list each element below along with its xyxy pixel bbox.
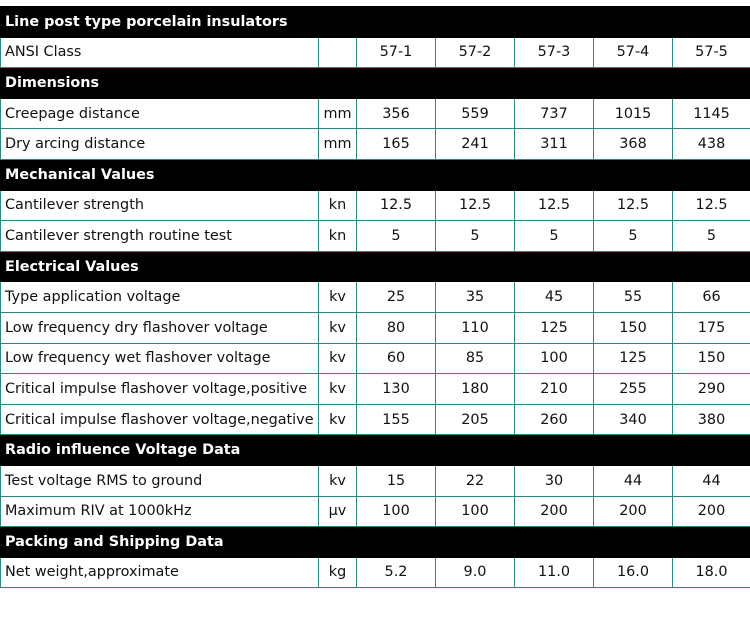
value-cell: 100 [436,496,515,527]
row-label: Net weight,approximate [1,557,319,588]
value-cell: 150 [673,343,750,374]
value-cell: 368 [594,129,673,160]
table-row [1,496,750,527]
class-cell: 57-4 [594,37,673,68]
value-cell: 130 [357,374,436,405]
value-cell: 66 [673,282,750,313]
value-cell: 44 [673,465,750,496]
section-header-row [1,435,750,466]
row-unit: kv [319,404,357,435]
value-cell: 12.5 [436,190,515,221]
section-header-row [1,527,750,558]
value-cell: 18.0 [673,557,750,588]
row-unit: kv [319,465,357,496]
value-cell: 25 [357,282,436,313]
value-cell: 100 [515,343,594,374]
ansi-class-row [1,37,750,68]
row-unit: kv [319,312,357,343]
value-cell: 80 [357,312,436,343]
class-cell: 57-2 [436,37,515,68]
row-label: ANSI Class [1,37,319,68]
value-cell: 205 [436,404,515,435]
table-title-row [1,7,750,38]
section-title: Dimensions [1,68,750,99]
section-title: Mechanical Values [1,159,750,190]
section-header-row [1,159,750,190]
class-cell: 57-1 [357,37,436,68]
value-cell: 438 [673,129,750,160]
value-cell: 255 [594,374,673,405]
value-cell: 1145 [673,98,750,129]
value-cell: 340 [594,404,673,435]
spec-table-body [1,7,750,588]
value-cell: 12.5 [594,190,673,221]
value-cell: 5 [357,221,436,252]
value-cell: 22 [436,465,515,496]
value-cell: 16.0 [594,557,673,588]
value-cell: 5 [436,221,515,252]
row-unit: μv [319,496,357,527]
row-label: Low frequency dry flashover voltage [1,312,319,343]
table-row [1,221,750,252]
row-unit: kn [319,190,357,221]
value-cell: 12.5 [357,190,436,221]
table-row [1,98,750,129]
value-cell: 11.0 [515,557,594,588]
table-title: Line post type porcelain insulators [1,7,750,38]
value-cell: 200 [515,496,594,527]
table-row [1,190,750,221]
value-cell: 9.0 [436,557,515,588]
row-unit: kv [319,282,357,313]
value-cell: 311 [515,129,594,160]
value-cell: 356 [357,98,436,129]
value-cell: 55 [594,282,673,313]
row-label: Test voltage RMS to ground [1,465,319,496]
value-cell: 100 [357,496,436,527]
row-label: Maximum RIV at 1000kHz [1,496,319,527]
table-row [1,343,750,374]
value-cell: 5.2 [357,557,436,588]
row-label: Cantilever strength routine test [1,221,319,252]
value-cell: 200 [673,496,750,527]
insulator-spec-table [0,6,750,588]
value-cell: 559 [436,98,515,129]
row-label: Critical impulse flashover voltage,negative [1,404,319,435]
value-cell: 290 [673,374,750,405]
row-unit [319,37,357,68]
value-cell: 200 [594,496,673,527]
section-header-row [1,251,750,282]
table-row [1,312,750,343]
value-cell: 241 [436,129,515,160]
value-cell: 5 [594,221,673,252]
section-header-row [1,68,750,99]
value-cell: 60 [357,343,436,374]
table-row [1,404,750,435]
row-label: Dry arcing distance [1,129,319,160]
row-label: Creepage distance [1,98,319,129]
value-cell: 30 [515,465,594,496]
value-cell: 150 [594,312,673,343]
section-title: Radio influence Voltage Data [1,435,750,466]
table-row [1,557,750,588]
row-unit: kv [319,343,357,374]
value-cell: 110 [436,312,515,343]
row-label: Type application voltage [1,282,319,313]
table-row [1,282,750,313]
value-cell: 210 [515,374,594,405]
value-cell: 5 [673,221,750,252]
class-cell: 57-3 [515,37,594,68]
value-cell: 44 [594,465,673,496]
section-title: Electrical Values [1,251,750,282]
section-title: Packing and Shipping Data [1,527,750,558]
row-label: Cantilever strength [1,190,319,221]
value-cell: 85 [436,343,515,374]
row-unit: kn [319,221,357,252]
value-cell: 125 [594,343,673,374]
table-row [1,465,750,496]
value-cell: 180 [436,374,515,405]
value-cell: 1015 [594,98,673,129]
value-cell: 380 [673,404,750,435]
value-cell: 45 [515,282,594,313]
value-cell: 175 [673,312,750,343]
value-cell: 35 [436,282,515,313]
row-label: Low frequency wet flashover voltage [1,343,319,374]
row-unit: kg [319,557,357,588]
value-cell: 155 [357,404,436,435]
value-cell: 125 [515,312,594,343]
value-cell: 15 [357,465,436,496]
row-unit: kv [319,374,357,405]
row-label: Critical impulse flashover voltage,positive [1,374,319,405]
class-cell: 57-5 [673,37,750,68]
table-row [1,129,750,160]
value-cell: 260 [515,404,594,435]
value-cell: 5 [515,221,594,252]
table-row [1,374,750,405]
value-cell: 737 [515,98,594,129]
row-unit: mm [319,98,357,129]
value-cell: 165 [357,129,436,160]
row-unit: mm [319,129,357,160]
value-cell: 12.5 [515,190,594,221]
value-cell: 12.5 [673,190,750,221]
